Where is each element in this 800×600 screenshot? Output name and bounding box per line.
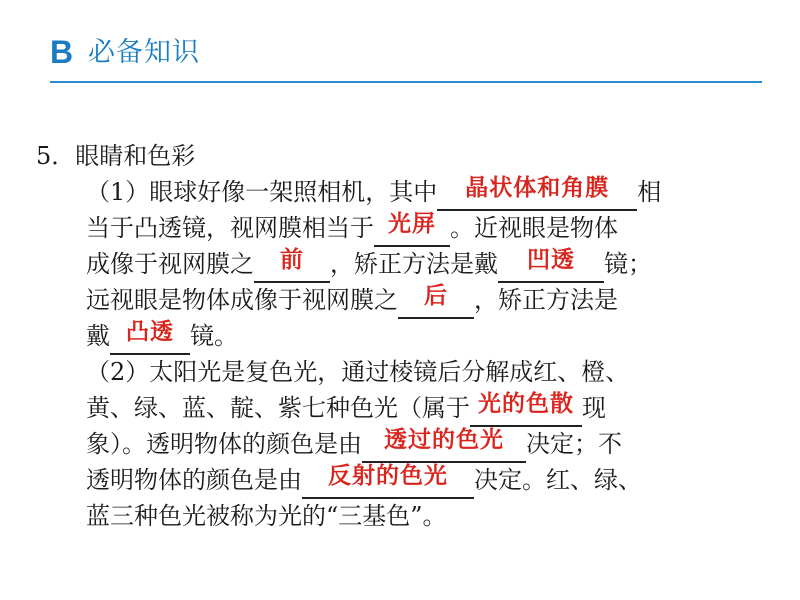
- item-heading: [36, 138, 766, 174]
- answer-text: 前: [280, 247, 304, 273]
- text-segment: 现: [582, 394, 606, 422]
- answer-text: 透过的色光: [384, 427, 504, 453]
- answer-text: 凹透: [527, 247, 575, 273]
- text-segment: 镜；: [604, 250, 652, 278]
- header-divider: [50, 81, 762, 83]
- answer-blank: [374, 211, 450, 247]
- answer-blank: [398, 283, 474, 319]
- answer-blank: [254, 247, 330, 283]
- text-segment: 象）。透明物体的颜色是由: [86, 430, 362, 458]
- text-segment: （1）眼球好像一架照相机，其中: [86, 178, 438, 206]
- content-block: [36, 138, 766, 534]
- answer-text: 晶状体和角膜: [465, 175, 610, 201]
- text-segment: 黄、绿、蓝、靛、紫七种色光（属于: [86, 394, 470, 422]
- text-segment: 透明物体的颜色是由: [86, 466, 302, 494]
- item-title: 5．眼睛和色彩: [36, 142, 196, 170]
- text-segment: 蓝三种色光被称为光的“三基色”。: [86, 502, 447, 530]
- text-line: [36, 210, 766, 246]
- answer-text: 凸透: [126, 319, 174, 345]
- text-line: [36, 282, 766, 318]
- answer-text: 光的色散: [478, 391, 574, 417]
- answer-blank: [470, 391, 582, 427]
- section-badge: B: [50, 34, 74, 70]
- text-line: [36, 498, 766, 534]
- text-line: [36, 174, 766, 210]
- text-line: [36, 246, 766, 282]
- text-segment: 戴: [86, 322, 110, 350]
- text-line: [36, 462, 766, 498]
- answer-blank: [437, 175, 637, 211]
- answer-blank: [302, 463, 474, 499]
- answer-text: 后: [424, 283, 448, 309]
- answer-text: 反射的色光: [328, 463, 448, 489]
- text-line: [36, 354, 766, 390]
- text-segment: 成像于视网膜之: [86, 250, 254, 278]
- text-segment: 相: [637, 178, 662, 206]
- text-segment: 镜。: [190, 322, 238, 350]
- text-segment: 决定。红、绿、: [474, 466, 642, 494]
- text-segment: 远视眼是物体成像于视网膜之: [86, 286, 398, 314]
- text-line: [36, 426, 766, 462]
- text-segment: （2）太阳光是复色光，通过棱镜后分解成红、橙、: [86, 358, 630, 386]
- answer-blank: [110, 319, 190, 355]
- text-line: [36, 318, 766, 354]
- answer-blank: [362, 427, 526, 463]
- text-segment: 决定；不: [526, 430, 622, 458]
- answer-blank: [498, 247, 604, 283]
- answer-text: 光屏: [388, 211, 436, 237]
- text-segment: ，矫正方法是: [474, 286, 618, 314]
- text-line: [36, 390, 766, 426]
- section-title: 必备知识: [88, 37, 200, 68]
- text-segment: ，矫正方法是戴: [330, 250, 498, 278]
- text-segment: 当于凸透镜，视网膜相当于: [86, 214, 374, 242]
- section-header: [0, 0, 800, 90]
- text-segment: 。近视眼是物体: [450, 214, 618, 242]
